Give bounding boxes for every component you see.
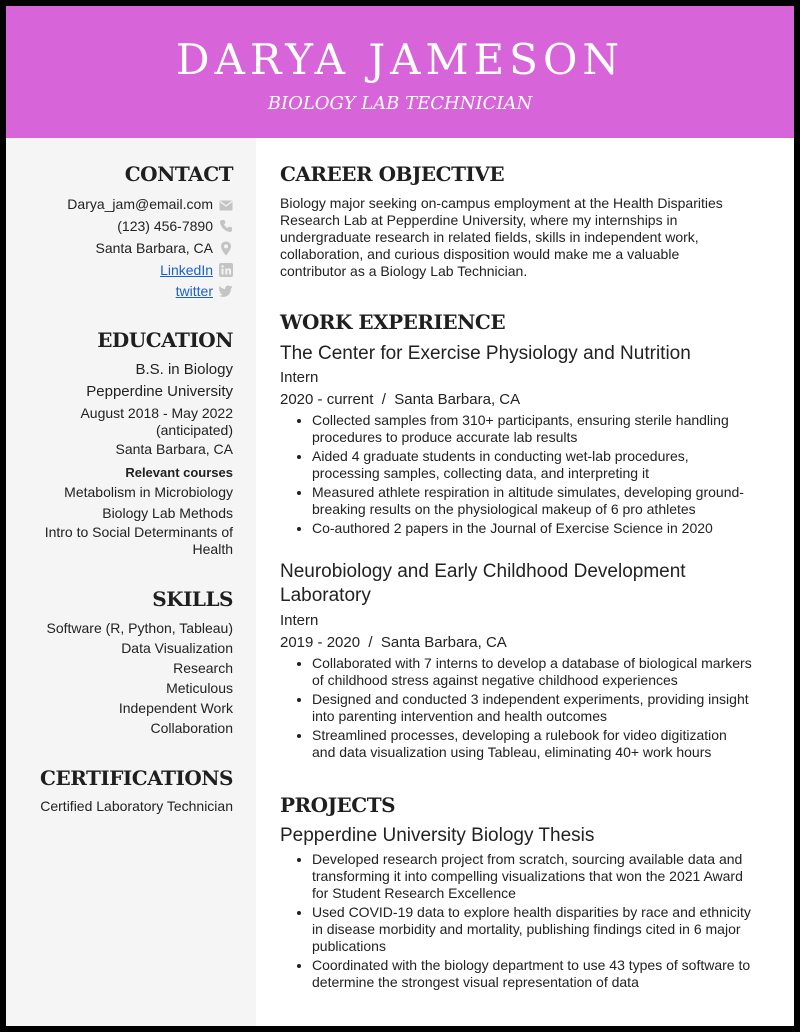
job-meta: 2019 - 2020 / Santa Barbara, CA	[280, 634, 507, 651]
contact-phone: (123) 456-7890	[117, 218, 213, 234]
certifications-heading: CERTIFICATIONS	[40, 766, 233, 790]
phone-icon	[219, 219, 233, 233]
education-dates: August 2018 - May 2022	[80, 405, 233, 421]
skill-item: Collaboration	[150, 720, 233, 736]
list-item: • Co-authored 2 papers in the Journal of Exercise Science in 2020	[312, 520, 752, 537]
education-school: Pepperdine University	[86, 383, 233, 400]
education-heading: EDUCATION	[97, 328, 233, 352]
course-item: Biology Lab Methods	[102, 505, 233, 521]
course-item: Intro to Social Determinants of Health	[44, 524, 233, 557]
education-degree: B.S. in Biology	[135, 361, 233, 378]
job-title: BIOLOGY LAB TECHNICIAN	[267, 93, 533, 114]
skill-item: Software (R, Python, Tableau)	[46, 620, 233, 636]
linkedin-icon[interactable]	[219, 263, 233, 277]
job-meta: 2020 - current / Santa Barbara, CA	[280, 391, 521, 408]
certification-item: Certified Laboratory Technician	[40, 798, 233, 814]
skill-item: Meticulous	[166, 680, 233, 696]
projects-heading: PROJECTS	[280, 793, 396, 817]
skill-item: Independent Work	[118, 700, 233, 716]
skills-heading: SKILLS	[152, 587, 233, 611]
skill-item: Data Visualization	[121, 640, 233, 656]
job-company: The Center for Exercise Physiology and Nutrition	[280, 343, 691, 364]
contact-heading: CONTACT	[124, 162, 233, 186]
list-item: • Developed research project from scratch, sourcing available data and transforming it into compelling visualizations that won the 2021 Award for Student Research Excellence	[312, 851, 752, 902]
list-item: • Measured athlete respiration in altitude simulates, developing ground-breaking results on the physiological makeup of 6 pro athletes	[312, 484, 752, 518]
job-role: Intern	[280, 369, 319, 386]
courses-heading: Relevant courses	[125, 465, 233, 480]
objective-text: Biology major seeking on-campus employment at the Health Disparities Research Lab at Pepperdine University, where my internships in undergraduate research in related fields, skills in independent work, collaboration, and curious disposition would make me a valuable contributor as a Biology Lab Technician.	[280, 195, 723, 279]
job-bullets	[280, 412, 752, 539]
list-item: • Collected samples from 310+ participants, ensuring sterile handling procedures to produce accurate lab results	[312, 412, 752, 446]
project-title: Pepperdine University Biology Thesis	[280, 825, 595, 846]
job-bullets	[280, 655, 752, 763]
education-dates-note: (anticipated)	[155, 422, 233, 438]
skill-item: Research	[173, 660, 233, 676]
candidate-name: DARYA JAMESON	[175, 35, 625, 84]
project-bullets	[280, 851, 752, 993]
list-item: • Coordinated with the biology department to use 43 types of software to determine the strongest visual representation of data	[312, 957, 752, 991]
linkedin-link[interactable]: LinkedIn	[160, 262, 213, 278]
list-item: • Collaborated with 7 interns to develop a database of biological markers of childhood stress against negative childhood experiences	[312, 655, 752, 689]
header-banner	[6, 6, 794, 138]
education-location: Santa Barbara, CA	[115, 441, 233, 457]
list-item: • Designed and conducted 3 independent experiments, providing insight into parenting intervention and health outcomes	[312, 691, 752, 725]
work-heading: WORK EXPERIENCE	[280, 310, 506, 334]
job-role: Intern	[280, 612, 319, 629]
list-item: • Streamlined processes, developing a rulebook for video digitization and data visualization using Tableau, eliminating 40+ work hours	[312, 727, 752, 761]
contact-location: Santa Barbara, CA	[95, 240, 213, 256]
job-company: Neurobiology and Early Childhood Development Laboratory	[280, 561, 686, 606]
twitter-link[interactable]: twitter	[175, 283, 213, 299]
course-item: Metabolism in Microbiology	[64, 484, 233, 500]
twitter-icon[interactable]	[219, 284, 233, 298]
list-item: • Aided 4 graduate students in conducting wet-lab procedures, processing samples, collecting data, and interpreting it	[312, 448, 752, 482]
objective-heading: CAREER OBJECTIVE	[280, 162, 505, 186]
sidebar	[6, 138, 256, 1026]
contact-email: Darya_jam@email.com	[67, 196, 213, 212]
envelope-icon	[219, 198, 233, 212]
resume-page	[6, 6, 794, 1026]
list-item: • Used COVID-19 data to explore health disparities by race and ethnicity in disease morbidity and mortality, publishing findings cited in 6 major publications	[312, 904, 752, 955]
map-pin-icon	[219, 241, 233, 255]
